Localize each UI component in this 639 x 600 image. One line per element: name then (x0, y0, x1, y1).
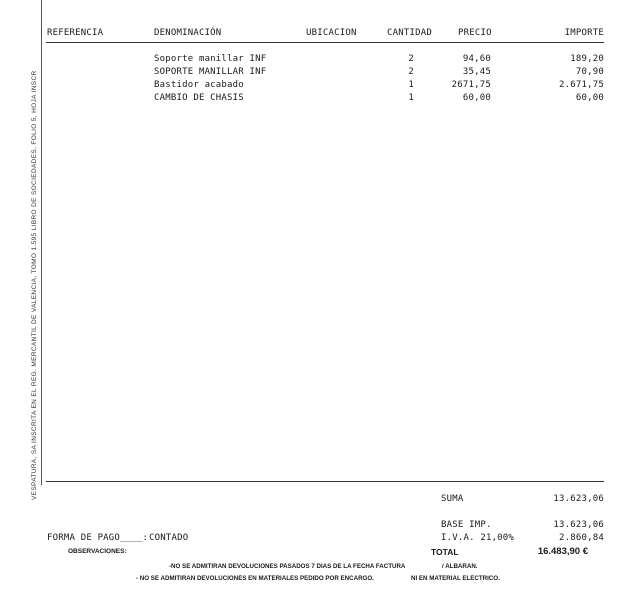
line-cantidad: 2 (408, 54, 414, 64)
suma-value: 13.623,06 (553, 494, 604, 504)
line-denominacion: Bastidor acabado (154, 80, 244, 90)
line-denominacion: CAMBIO DE CHASIS (154, 93, 244, 103)
line-denominacion: SOPORTE MANILLAR INF (154, 67, 267, 77)
header-cantidad: CANTIDAD (387, 28, 432, 38)
observaciones-line-2-suffix: NI EN MATERIAL ELECTRICO. (411, 575, 500, 582)
iva-label: I.V.A. 21,00% (441, 533, 515, 543)
line-cantidad: 1 (408, 93, 414, 103)
left-margin-line (41, 0, 42, 485)
line-precio: 2671,75 (451, 80, 491, 90)
observaciones-label: OBSERVACIONES: (68, 548, 127, 555)
line-importe: 2.671,75 (559, 80, 604, 90)
base-imponible-label: BASE IMP. (441, 520, 492, 530)
line-importe: 60,00 (575, 93, 604, 103)
header-ubicacion: UBICACION (306, 28, 357, 38)
total-value: 16.483,90 € (537, 546, 588, 557)
observaciones-line-2: - NO SE ADMITIRAN DEVOLUCIONES EN MATERIALES PEDIDO POR ENCARGO. (136, 575, 374, 582)
observaciones-line-1: -NO SE ADMITIRAN DEVOLUCIONES PASADOS 7 DIAS DE LA FECHA FACTURA (169, 563, 406, 570)
suma-label: SUMA (441, 494, 464, 504)
total-label: TOTAL (431, 547, 459, 557)
header-importe: IMPORTE (564, 28, 604, 38)
line-cantidad: 1 (408, 80, 414, 90)
line-precio: 60,00 (462, 93, 491, 103)
observaciones-line-1-suffix: / ALBARAN. (442, 563, 478, 570)
header-referencia: REFERENCIA (47, 28, 104, 38)
line-importe: 189,20 (570, 54, 604, 64)
line-denominacion: Soporte manillar INF (154, 54, 267, 64)
line-precio: 94,60 (462, 54, 491, 64)
header-denominacion: DENOMINACIÓN (154, 28, 222, 38)
line-importe: 70,90 (575, 67, 604, 77)
header-precio: PRECIO (458, 28, 492, 38)
line-cantidad: 2 (408, 67, 414, 77)
base-imponible-value: 13.623,06 (553, 520, 604, 530)
line-precio: 35,45 (462, 67, 491, 77)
iva-value: 2.860,84 (559, 533, 604, 543)
forma-pago-label: FORMA DE PAGO____: (47, 533, 149, 543)
footer-divider (46, 481, 604, 482)
forma-pago-value: CONTADO (149, 533, 189, 543)
registry-side-text: VESPATURA, SA INSCRITA EN EL REG. MERCANTIL DE VALENCIA, TOMO 1.595 LIBRO DE SOCIEDADES, FOLIO 5, HOJA INSCR (31, 70, 38, 500)
header-divider (46, 42, 604, 43)
